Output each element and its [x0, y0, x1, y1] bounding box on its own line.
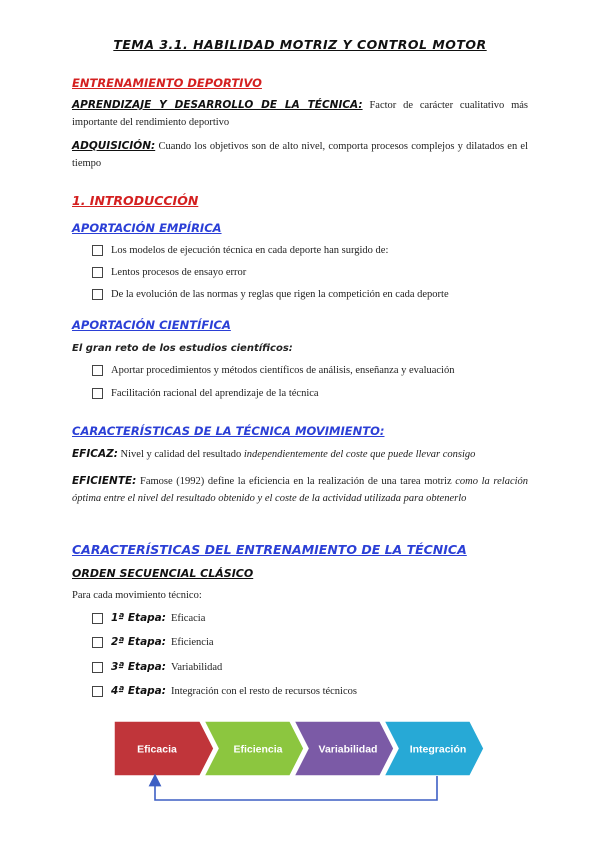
chevron-label: Eficiencia [233, 743, 283, 756]
caracteristicas-tecnica-heading: CARACTERÍSTICAS DE LA TÉCNICA MOVIMIENTO: [72, 424, 385, 438]
aportacion-cientifica-heading: APORTACIÓN CIENTÍFICA [72, 318, 231, 332]
checklist-text: Los modelos de ejecución técnica en cada deporte han surgido de: [111, 245, 389, 256]
eficaz-text: Nivel y calidad del resultado [120, 449, 242, 460]
stage-text: Integración con el resto de recursos técnicos [170, 685, 357, 697]
aprendizaje-label: APRENDIZAJE Y DESARROLLO DE LA TÉCNICA: [72, 99, 363, 111]
section-entrenamiento-deportivo: ENTRENAMIENTO DEPORTIVO [72, 76, 262, 90]
loop-arrow [155, 776, 437, 800]
chevron-label: Eficacia [137, 743, 177, 756]
checklist-text: De la evolución de las normas y reglas que rigen la competición en cada deporte [111, 289, 449, 300]
eficiente-label: EFICIENTE: [72, 475, 137, 487]
eficiente-text: Famose (1992) define la eficiencia en la realización de una tarea motriz [140, 476, 452, 487]
adquisicion-label: ADQUISICIÓN: [72, 140, 156, 152]
checklist-text: Facilitación racional del aprendizaje de la técnica [111, 388, 319, 399]
adquisicion-text: Cuando los objetivos son de alto nivel, comporta procesos complejos y dilatados en el tiempo [72, 141, 529, 169]
chevron-label: Variabilidad [318, 743, 378, 756]
aportacion-cientifica-subheading: El gran reto de los estudios científicos: [72, 343, 293, 354]
aprendizaje-text: Factor de carácter cualitativo más importante del rendimiento deportivo [72, 100, 529, 128]
aportacion-empirica-heading: APORTACIÓN EMPÍRICA [72, 221, 222, 235]
stage-text: Variabilidad [170, 661, 223, 673]
stage-label: 2ª Etapa: [111, 636, 166, 648]
section-introduccion: 1. INTRODUCCIÓN [72, 193, 199, 208]
caracteristicas-entrenamiento-heading: CARACTERÍSTICAS DEL ENTRENAMIENTO DE LA TÉCNICA [72, 542, 467, 557]
eficaz-italic: independientemente del coste que puede llevar consigo [243, 449, 476, 460]
checklist-text: Aportar procedimientos y métodos científicos de análisis, enseñanza y evaluación [111, 365, 455, 376]
stage-label: 3ª Etapa: [111, 661, 166, 673]
stage-label: 1ª Etapa: [111, 612, 166, 624]
checklist-text: Lentos procesos de ensayo error [111, 267, 247, 278]
eficaz-label: EFICAZ: [72, 448, 118, 460]
stage-label: 4ª Etapa: [111, 685, 166, 697]
stage-text: Eficiencia [170, 636, 214, 648]
intro-text: Para cada movimiento técnico: [72, 590, 202, 601]
orden-secuencial-heading: ORDEN SECUENCIAL CLÁSICO [72, 567, 254, 580]
eficiente-italic: como la relación óptima entre el nivel del resultado obtenido y el coste de la actividad utilizada para obtenerlo [72, 476, 529, 504]
page-title: TEMA 3.1. HABILIDAD MOTRIZ Y CONTROL MOTOR [113, 37, 487, 52]
stage-text: Eficacia [170, 612, 206, 624]
chevron-label: Integración [409, 743, 467, 756]
